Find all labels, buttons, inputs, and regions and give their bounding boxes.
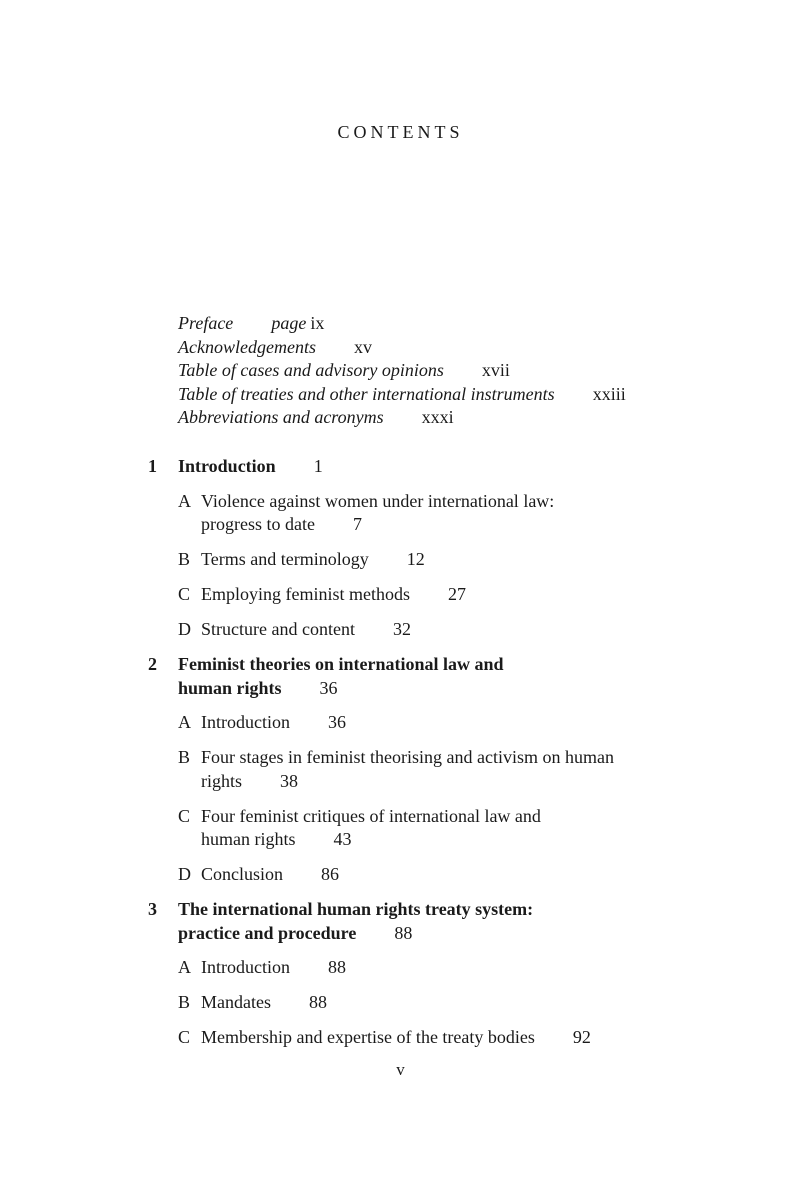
chapter-number: 1 bbox=[148, 456, 157, 476]
entry-page bbox=[271, 313, 324, 333]
section-letter: A bbox=[178, 712, 191, 732]
section-line: progress to date bbox=[201, 514, 315, 534]
section-list bbox=[178, 956, 801, 1050]
chapter-title-line: Introduction bbox=[178, 456, 276, 476]
page-number: 7 bbox=[352, 514, 362, 534]
section-letter: B bbox=[178, 747, 191, 767]
chapter-title bbox=[178, 653, 538, 700]
page-number: 88 bbox=[394, 922, 413, 943]
chapter-title-line: The international human rights treaty system: bbox=[178, 899, 534, 919]
section-line: Introduction bbox=[201, 712, 290, 732]
section-line: human rights bbox=[201, 829, 296, 849]
page-number: 36 bbox=[327, 712, 346, 732]
page-number: xvii bbox=[481, 360, 510, 381]
entry-label: Acknowledgements bbox=[178, 336, 316, 357]
section-entry bbox=[178, 583, 801, 607]
section-line: Membership and expertise of the treaty bodies bbox=[201, 1027, 535, 1047]
section-entry bbox=[178, 490, 801, 537]
section-entry bbox=[178, 956, 801, 980]
section-line: Terms and terminology bbox=[201, 549, 369, 569]
page-number: xxxi bbox=[421, 407, 454, 428]
page-number: xv bbox=[353, 336, 372, 357]
chapter-entry bbox=[0, 455, 801, 642]
chapter-title-line: human rights bbox=[178, 677, 282, 698]
page-number: 88 bbox=[327, 957, 346, 977]
section-letter: A bbox=[178, 490, 191, 511]
entry-label: Abbreviations and acronyms bbox=[178, 407, 384, 428]
section-entry bbox=[178, 711, 801, 735]
section-line: Mandates bbox=[201, 992, 271, 1012]
chapter-title-line: Feminist theories on international law and bbox=[178, 654, 504, 674]
section-letter: C bbox=[178, 584, 191, 604]
folio-page-number: v bbox=[396, 1060, 405, 1079]
page-number: 86 bbox=[321, 864, 340, 884]
chapter-title bbox=[178, 898, 538, 945]
chapter-number: 3 bbox=[148, 899, 157, 919]
page-title: CONTENTS bbox=[337, 122, 464, 142]
front-matter-entry bbox=[178, 406, 626, 430]
section-entry bbox=[178, 805, 801, 852]
chapter-entry bbox=[0, 898, 801, 1050]
page-number: 1 bbox=[313, 456, 323, 476]
front-matter-entry bbox=[178, 336, 626, 360]
section-entry bbox=[178, 548, 801, 572]
entry-label: Table of cases and advisory opinions bbox=[178, 360, 444, 381]
section-line: Conclusion bbox=[201, 864, 284, 884]
chapter-number: 2 bbox=[148, 654, 157, 674]
section-letter: D bbox=[178, 864, 191, 884]
section-letter: C bbox=[178, 1027, 191, 1047]
chapter-list bbox=[0, 455, 801, 1061]
page-number: xxiii bbox=[592, 383, 626, 404]
section-line: Four stages in feminist theorising and activism on human bbox=[201, 747, 614, 767]
chapter-title-line: practice and procedure bbox=[178, 922, 357, 943]
section-letter: D bbox=[178, 619, 191, 639]
section-list bbox=[178, 490, 801, 642]
page-word: page bbox=[271, 313, 307, 333]
page-number: 92 bbox=[572, 1027, 591, 1047]
chapter-entry bbox=[0, 653, 801, 887]
section-line: Four feminist critiques of international law and bbox=[201, 805, 541, 826]
section-line: Introduction bbox=[201, 957, 290, 977]
page-number: 88 bbox=[308, 992, 327, 1012]
section-letter: B bbox=[178, 992, 191, 1012]
section-letter: C bbox=[178, 805, 191, 826]
front-matter-list bbox=[178, 312, 626, 430]
chapter-title bbox=[178, 455, 538, 479]
section-line: Employing feminist methods bbox=[201, 584, 410, 604]
section-entry bbox=[178, 1026, 801, 1050]
front-matter-entry bbox=[178, 312, 626, 336]
entry-label: Table of treaties and other international instruments bbox=[178, 383, 555, 404]
section-entry bbox=[178, 746, 801, 793]
entry-label: Preface bbox=[178, 313, 234, 333]
page-number: ix bbox=[310, 313, 325, 333]
section-entry bbox=[178, 618, 801, 642]
page-number: 36 bbox=[319, 677, 338, 698]
section-letter: B bbox=[178, 549, 191, 569]
front-matter-entry bbox=[178, 383, 626, 407]
page-number: 12 bbox=[406, 549, 425, 569]
section-line: Violence against women under international law: bbox=[201, 490, 555, 511]
front-matter-entry bbox=[178, 359, 626, 383]
section-list bbox=[178, 711, 801, 887]
page-number: 32 bbox=[392, 619, 411, 639]
page-number: 27 bbox=[448, 584, 466, 604]
section-entry bbox=[178, 863, 801, 887]
page-number: 43 bbox=[333, 829, 352, 849]
section-line: Structure and content bbox=[201, 619, 355, 639]
section-entry bbox=[178, 991, 801, 1015]
page-number: 38 bbox=[280, 770, 299, 791]
section-letter: A bbox=[178, 957, 191, 977]
section-line: rights bbox=[201, 770, 243, 791]
